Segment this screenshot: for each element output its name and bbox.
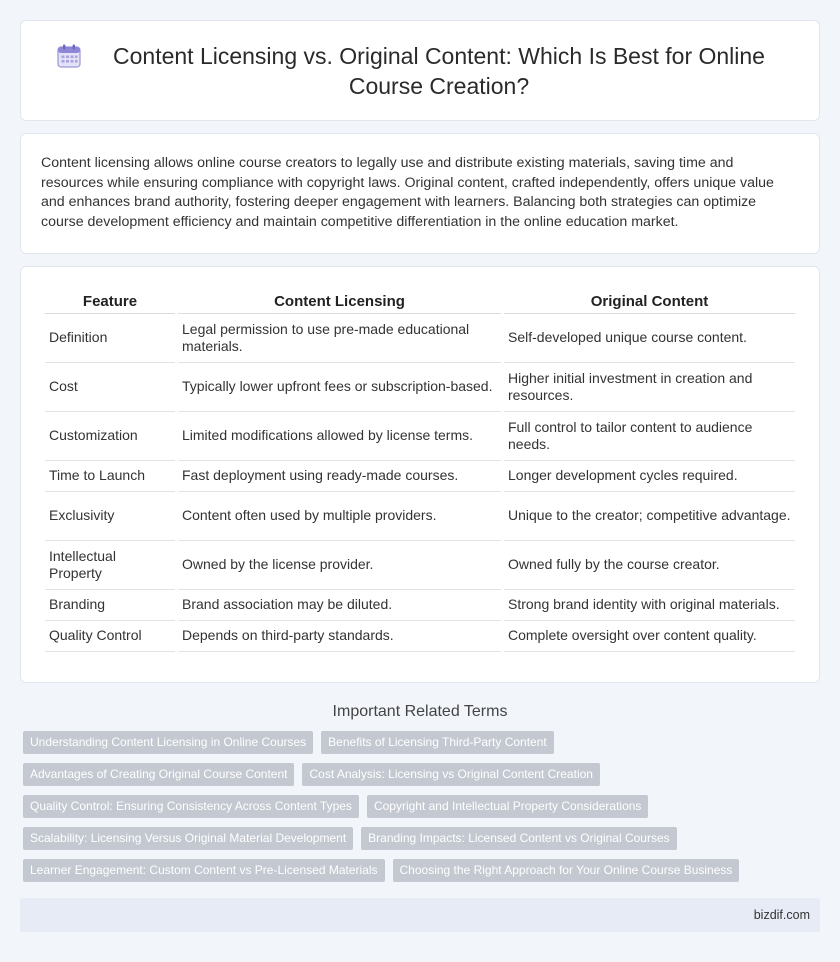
licensing-cell: Content often used by multiple providers. — [178, 492, 501, 541]
table-row — [45, 541, 795, 590]
column-header-original: Original Content — [504, 289, 795, 314]
column-header-feature: Feature — [45, 289, 175, 314]
feature-cell: Time to Launch — [45, 461, 175, 492]
table-row — [45, 412, 795, 461]
footer — [20, 898, 820, 932]
feature-cell: Definition — [45, 314, 175, 363]
original-cell: Full control to tailor content to audience needs. — [504, 412, 795, 461]
related-terms-list — [20, 731, 820, 882]
intro-text: Content licensing allows online course creators to legally use and distribute existing materials, saving time and resources while ensuring compliance with copyright laws. Original content, crafted independently, offers unique value and enhances brand authority, fostering deeper engagement with learners. Balancing both strategies can optimize course development efficiency and maintain competitive differentiation in the online education market. — [41, 155, 774, 230]
original-cell: Unique to the creator; competitive advantage. — [504, 492, 795, 541]
licensing-cell: Fast deployment using ready-made courses. — [178, 461, 501, 492]
feature-cell: Quality Control — [45, 621, 175, 652]
feature-cell: Customization — [45, 412, 175, 461]
footer-site-link[interactable]: bizdif.com — [753, 908, 810, 922]
related-term-link[interactable]: Benefits of Licensing Third-Party Content — [321, 731, 554, 754]
table-row — [45, 492, 795, 541]
licensing-cell: Legal permission to use pre-made educational materials. — [178, 314, 501, 363]
comparison-card — [20, 266, 820, 683]
original-cell: Longer development cycles required. — [504, 461, 795, 492]
original-cell: Higher initial investment in creation and resources. — [504, 363, 795, 412]
original-cell: Complete oversight over content quality. — [504, 621, 795, 652]
related-term-link[interactable]: Copyright and Intellectual Property Considerations — [367, 795, 648, 818]
related-terms-section — [20, 703, 820, 882]
licensing-cell: Depends on third-party standards. — [178, 621, 501, 652]
related-term-link[interactable]: Advantages of Creating Original Course Content — [23, 763, 294, 786]
table-row — [45, 621, 795, 652]
table-row — [45, 590, 795, 621]
table-row — [45, 363, 795, 412]
table-row — [45, 314, 795, 363]
related-term-link[interactable]: Learner Engagement: Custom Content vs Pre-Licensed Materials — [23, 859, 385, 882]
page-title: Content Licensing vs. Original Content: Which Is Best for Online Course Creation? — [113, 42, 765, 99]
related-terms-title: Important Related Terms — [332, 703, 508, 720]
comparison-table — [42, 289, 798, 652]
related-term-link[interactable]: Scalability: Licensing Versus Original Material Development — [23, 827, 353, 850]
header-card — [20, 20, 820, 121]
table-row — [45, 461, 795, 492]
original-cell: Self-developed unique course content. — [504, 314, 795, 363]
related-term-link[interactable]: Choosing the Right Approach for Your Online Course Business — [393, 859, 740, 882]
feature-cell: Exclusivity — [45, 492, 175, 541]
licensing-cell: Owned by the license provider. — [178, 541, 501, 590]
licensing-cell: Brand association may be diluted. — [178, 590, 501, 621]
table-header-row — [45, 289, 795, 314]
calendar-icon — [56, 43, 82, 69]
feature-cell: Branding — [45, 590, 175, 621]
intro-card — [20, 133, 820, 254]
related-term-link[interactable]: Understanding Content Licensing in Online Courses — [23, 731, 313, 754]
original-cell: Owned fully by the course creator. — [504, 541, 795, 590]
licensing-cell: Limited modifications allowed by license terms. — [178, 412, 501, 461]
related-term-link[interactable]: Cost Analysis: Licensing vs Original Content Creation — [302, 763, 599, 786]
licensing-cell: Typically lower upfront fees or subscription-based. — [178, 363, 501, 412]
related-term-link[interactable]: Branding Impacts: Licensed Content vs Original Courses — [361, 827, 676, 850]
related-term-link[interactable]: Quality Control: Ensuring Consistency Across Content Types — [23, 795, 359, 818]
original-cell: Strong brand identity with original materials. — [504, 590, 795, 621]
column-header-licensing: Content Licensing — [178, 289, 501, 314]
feature-cell: Intellectual Property — [45, 541, 175, 590]
feature-cell: Cost — [45, 363, 175, 412]
